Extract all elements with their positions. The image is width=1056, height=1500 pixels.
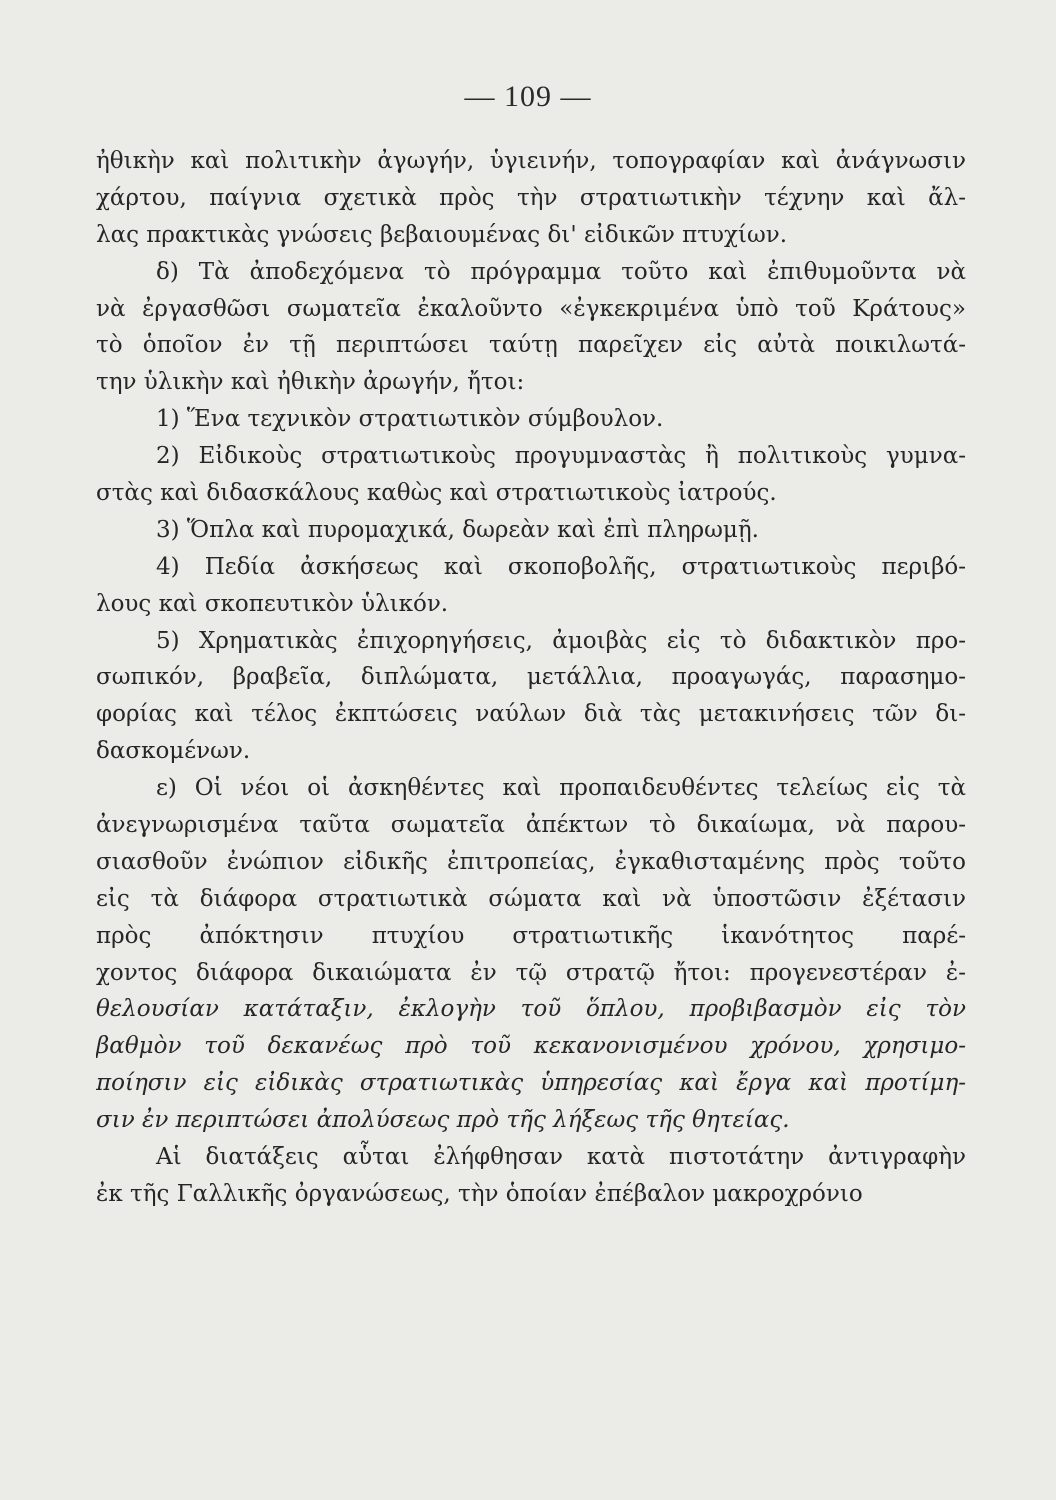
body-text [96, 143, 966, 1213]
text-line: 4) Πεδία ἀσκήσεως καὶ σκοποβολῆς, στρατιωτικοὺς περιβό- [156, 553, 966, 580]
text-line: νὰ ἐργασθῶσι σωματεῖα ἐκαλοῦντο «ἐγκεκριμένα ὑπὸ τοῦ Κράτους» [96, 295, 966, 322]
text-line: ἠθικὴν καὶ πολιτικὴν ἀγωγήν, ὑγιεινήν, τοπογραφίαν καὶ ἀνάγνωσιν [96, 148, 966, 174]
text-line: δ) Τὰ ἀποδεχόμενα τὸ πρόγραμμα τοῦτο καὶ ἐπιθυμοῦντα νὰ [156, 258, 966, 285]
text-line: σιασθοῦν ἐνώπιον εἰδικῆς ἐπιτροπείας, ἐγκαθισταμένης πρὸς τοῦτο [96, 848, 966, 875]
text-line: Αἱ διατάξεις αὗται ἐλήφθησαν κατὰ πιστοτάτην ἀντιγραφὴν [156, 1144, 966, 1171]
text-line: θελουσίαν κατάταξιν, ἐκλογὴν τοῦ ὅπλου, προβιβασμὸν εἰς τὸν [96, 996, 966, 1023]
text-line: την ὑλικὴν καὶ ἠθικὴν ἀρωγήν, ἤτοι: [96, 369, 525, 396]
text-line: εἰς τὰ διάφορα στρατιωτικὰ σώματα καὶ νὰ ὑποστῶσιν ἐξέτασιν [96, 885, 966, 912]
text-line: 3) Ὅπλα καὶ πυρομαχικά, δωρεὰν καὶ ἐπὶ πληρωμῇ. [156, 516, 759, 543]
text-line: λας πρακτικὰς γνώσεις βεβαιουμένας δι' εἰδικῶν πτυχίων. [96, 221, 787, 248]
text-line: χάρτου, παίγνια σχετικὰ πρὸς τὴν στρατιωτικὴν τέχνην καὶ ἄλ- [96, 184, 966, 211]
text-line: σωπικόν, βραβεῖα, διπλώματα, μετάλλια, προαγωγάς, παρασημο- [96, 664, 966, 691]
text-line: ἀνεγνωρισμένα ταῦτα σωματεῖα ἀπέκτων τὸ δικαίωμα, νὰ παρου- [96, 812, 966, 839]
text-line: 5) Χρηματικὰς ἐπιχορηγήσεις, ἀμοιβὰς εἰς τὸ διδακτικὸν προ- [156, 627, 966, 654]
text-line: βαθμὸν τοῦ δεκανέως πρὸ τοῦ κεκανονισμένου χρόνου, χρησιμο- [96, 1033, 966, 1060]
text-line: σιν ἐν περιπτώσει ἀπολύσεως πρὸ τῆς λήξεως τῆς θητείας. [96, 1107, 790, 1134]
text-line: ε) Οἱ νέοι οἱ ἀσκηθέντες καὶ προπαιδευθέντες τελείως εἰς τὰ [156, 775, 966, 802]
text-line: στὰς καὶ διδασκάλους καθὼς καὶ στρατιωτικοὺς ἰατρούς. [96, 480, 777, 507]
text-line: τὸ ὁποῖον ἐν τῇ περιπτώσει ταύτῃ παρεῖχεν εἰς αὐτὰ ποικιλωτά- [96, 332, 966, 359]
text-line: φορίας καὶ τέλος ἐκπτώσεις ναύλων διὰ τὰς μετακινήσεις τῶν δι- [96, 701, 966, 728]
text-line: λους καὶ σκοπευτικὸν ὑλικόν. [96, 590, 449, 617]
text-line: 2) Εἰδικοὺς στρατιωτικοὺς προγυμναστὰς ἢ πολιτικοὺς γυμνα- [156, 443, 966, 470]
text-line: 1) Ἕνα τεχνικὸν στρατιωτικὸν σύμβουλον. [156, 406, 664, 433]
page-number: — 109 — [464, 80, 592, 113]
text-line: πρὸς ἀπόκτησιν πτυχίου στρατιωτικῆς ἱκανότητος παρέ- [96, 922, 966, 949]
text-line: ποίησιν εἰς εἰδικὰς στρατιωτικὰς ὑπηρεσίας καὶ ἔργα καὶ προτίμη- [96, 1070, 966, 1097]
text-line: ἐκ τῆς Γαλλικῆς ὀργανώσεως, τὴν ὁποίαν ἐπέβαλον μακροχρόνιο [96, 1180, 863, 1207]
text-line: χοντος διάφορα δικαιώματα ἐν τῷ στρατῷ ἤτοι: προγενεστέραν ἐ- [96, 959, 966, 986]
text-line: δασκομένων. [96, 738, 251, 765]
